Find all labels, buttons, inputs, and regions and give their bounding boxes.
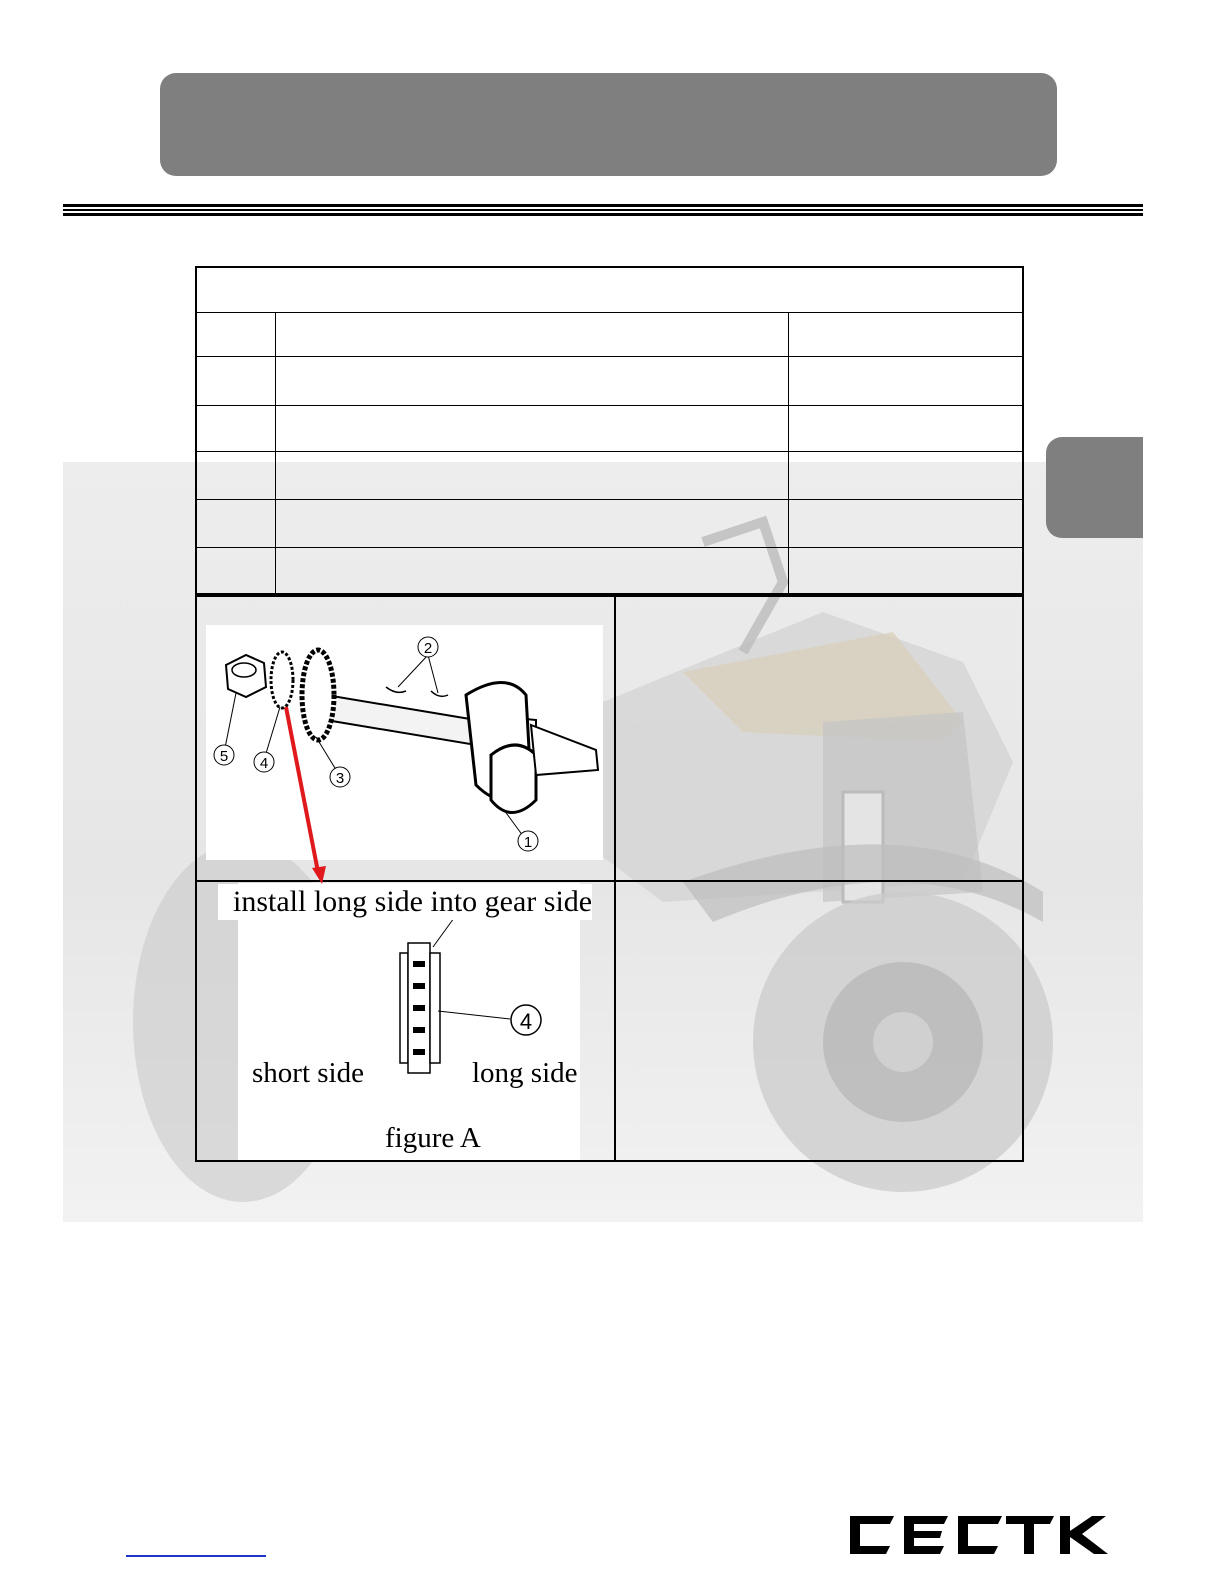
table-col-divider [788,312,789,593]
long-side-label: long side [472,1057,578,1089]
table-col-divider [275,312,276,593]
figure-a-callout: 4 [519,1009,533,1034]
figure-a [238,883,580,1160]
header-rule [63,204,1143,207]
table-row-divider [197,405,1022,406]
section-tab [1046,437,1143,538]
crankshaft-figure [206,625,603,860]
callout-4: 4 [259,755,269,772]
cectek-logo [846,1510,1128,1560]
table-row-divider [197,547,1022,548]
spec-table [195,266,1024,595]
callout-3: 3 [335,770,345,787]
figure-a-caption: figure A [385,1122,481,1154]
logo-mark-icon [850,1516,1108,1554]
table-row-divider [197,451,1022,452]
callout-5: 5 [219,748,229,765]
table-row-divider [197,356,1022,357]
footer-link[interactable] [126,1555,266,1557]
figure-grid-divider [197,880,1022,882]
table-row-divider [197,312,1022,313]
table-row-divider [197,499,1022,500]
short-side-label: short side [252,1057,364,1089]
callout-1: 1 [523,834,533,851]
figure-grid-divider [614,597,616,1160]
header-rule [63,209,1143,211]
header-banner [160,73,1057,176]
figure-a-title: install long side into gear side [218,884,592,920]
header-rule [63,213,1143,216]
callout-2: 2 [423,640,433,657]
